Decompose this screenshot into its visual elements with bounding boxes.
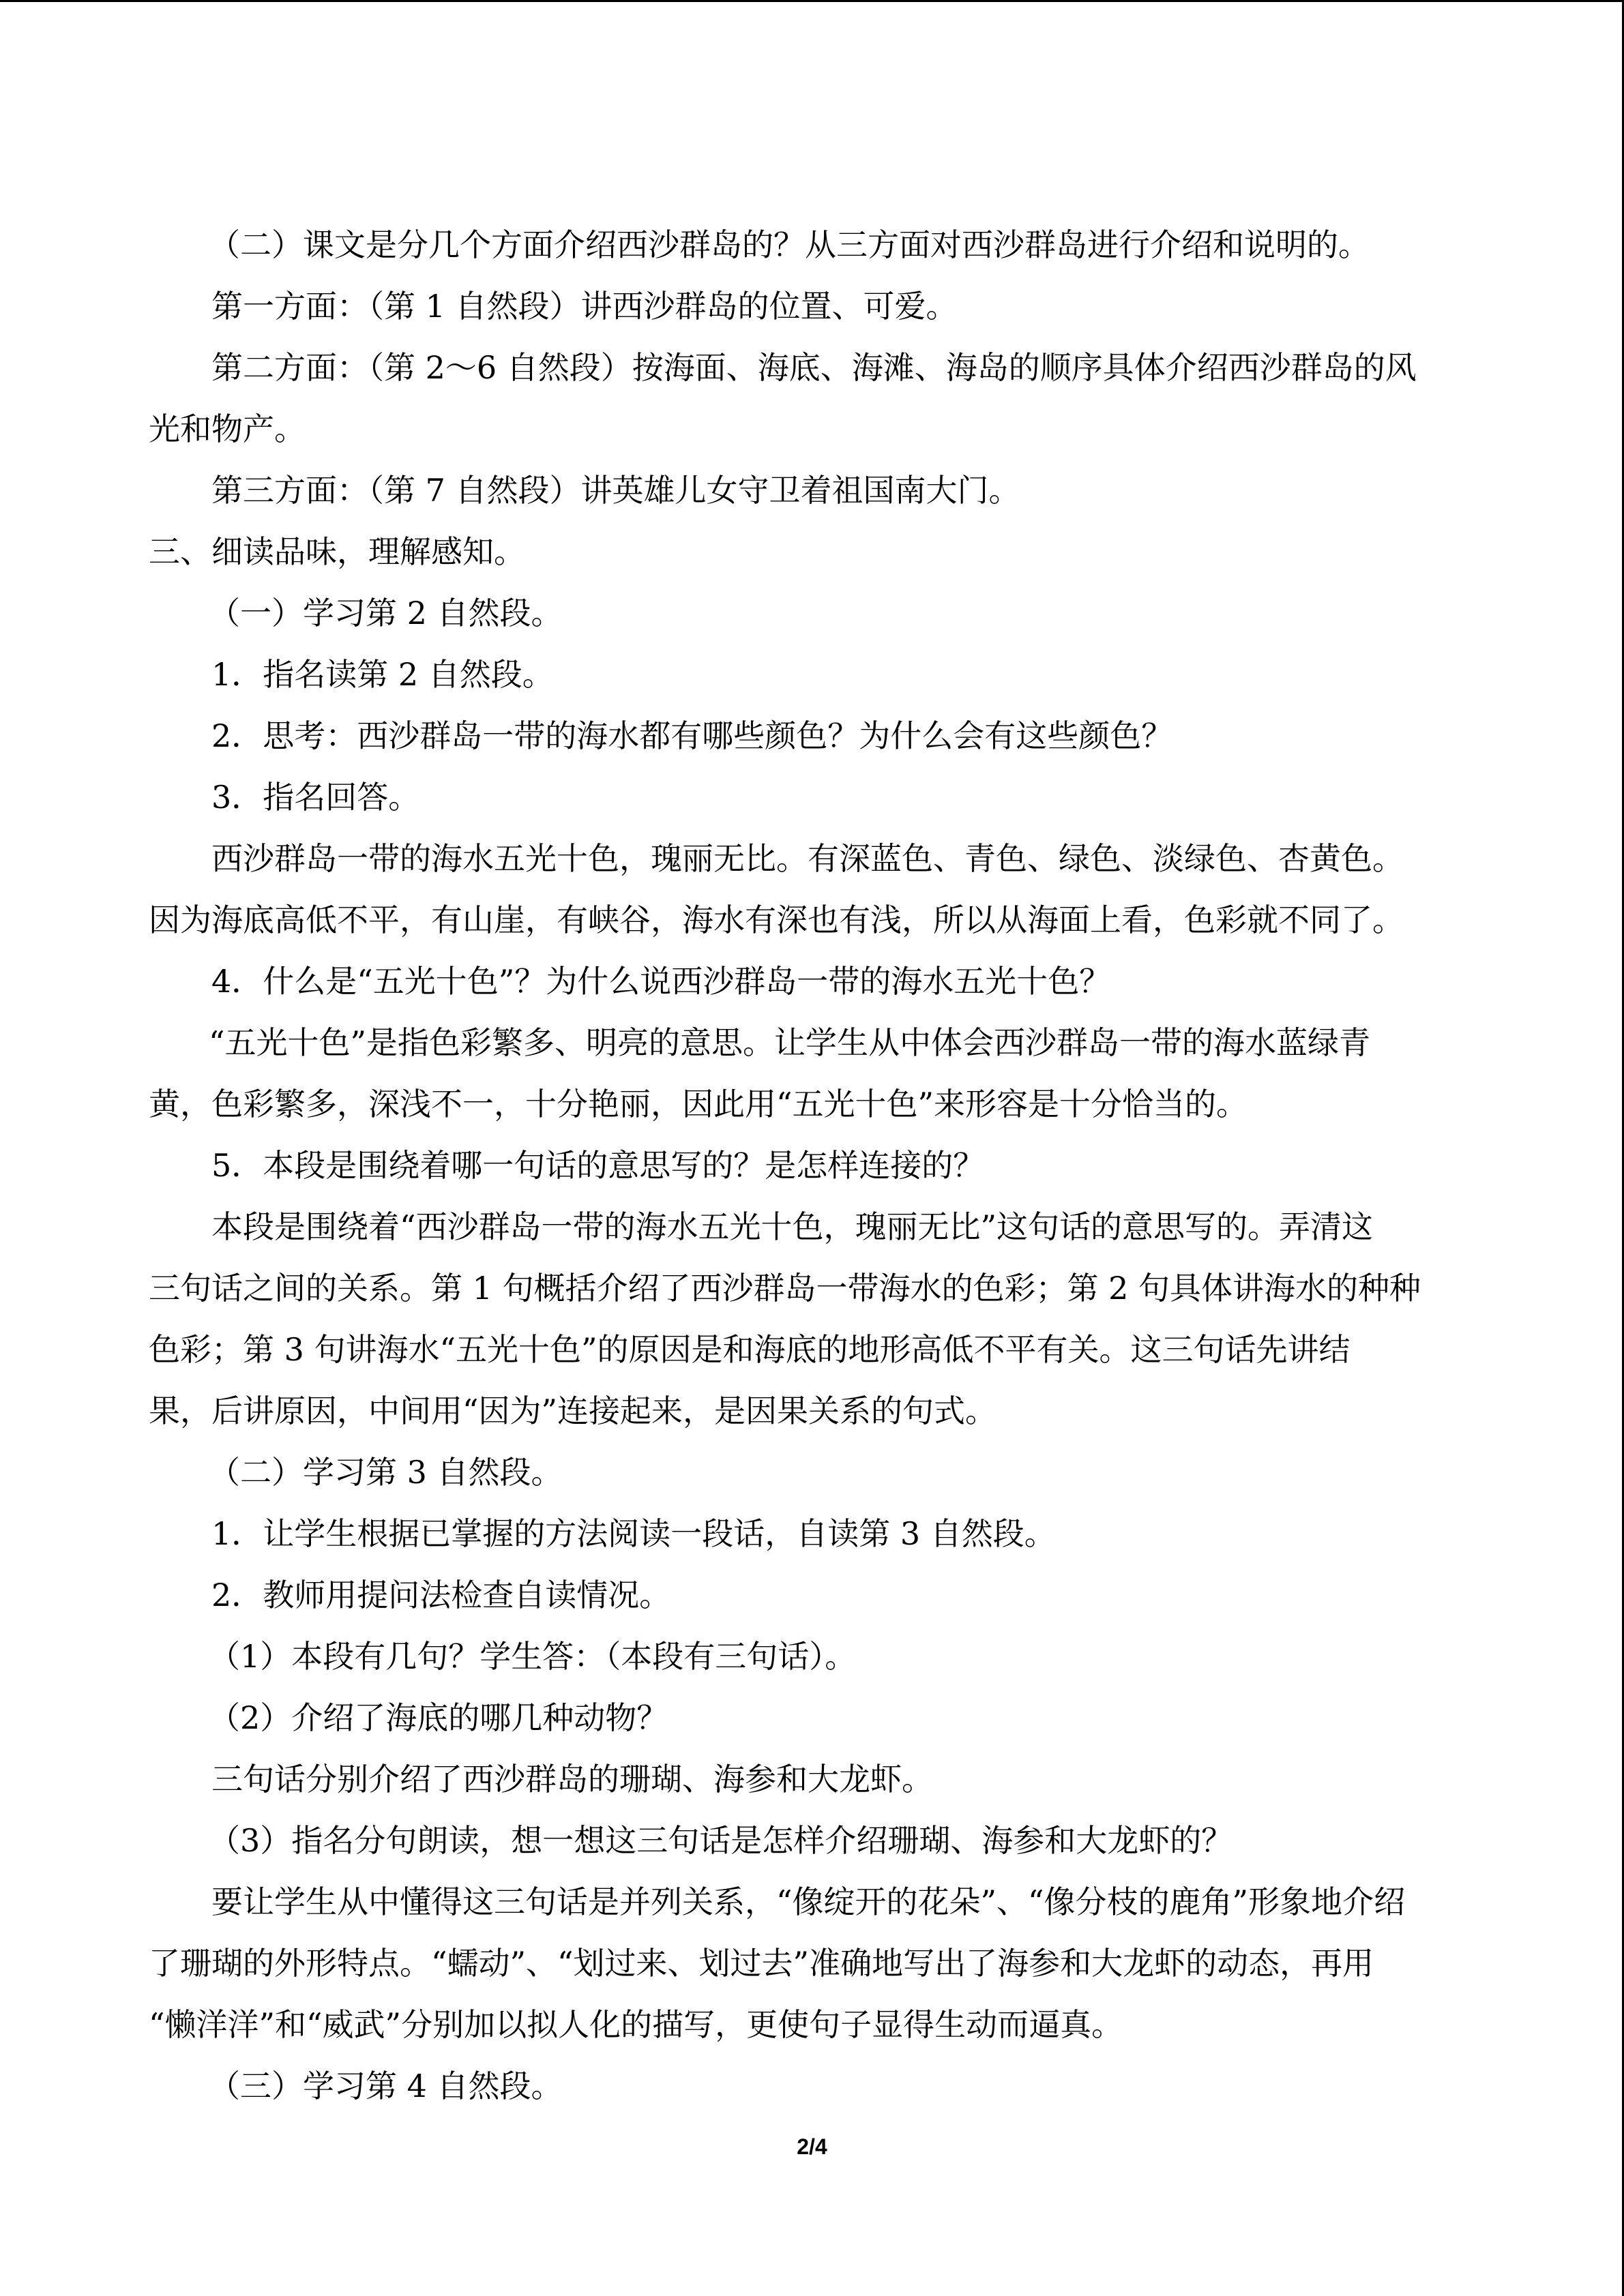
text-line: （二）学习第 3 自然段。: [209, 1454, 563, 1491]
text-line: 三句话分别介绍了西沙群岛的珊瑚、海参和大龙虾。: [211, 1761, 933, 1798]
text-line: 4．什么是“五光十色”？为什么说西沙群岛一带的海水五光十色？: [211, 963, 1111, 1000]
top-border-line: [0, 0, 1624, 2]
text-line: 2．思考：西沙群岛一带的海水都有哪些颜色？为什么会有这些颜色？: [211, 717, 1173, 754]
text-line: 要让学生从中懂得这三句话是并列关系，“像绽开的花朵”、“像分枝的鹿角”形象地介绍: [211, 1883, 1406, 1920]
text-line: 3．指名回答。: [211, 779, 420, 816]
text-line: 第三方面：（第 7 自然段）讲英雄儿女守卫着祖国南大门。: [211, 472, 1020, 509]
text-line: （二）课文是分几个方面介绍西沙群岛的？从三方面对西沙群岛进行介绍和说明的。: [209, 226, 1370, 263]
text-line: 色彩；第 3 句讲海水“五光十色”的原因是和海底的地形高低不平有关。这三句话先讲结: [149, 1331, 1350, 1368]
text-line: “五光十色”是指色彩繁多、明亮的意思。让学生从中体会西沙群岛一带的海水蓝绿青: [209, 1024, 1371, 1061]
text-line: 光和物产。: [149, 411, 306, 447]
page-number: 2/4: [797, 2134, 827, 2159]
text-line: （三）学习第 4 自然段。: [209, 2068, 563, 2104]
text-line: 第一方面：（第 1 自然段）讲西沙群岛的位置、可爱。: [211, 288, 958, 325]
text-line: 第二方面：（第 2～6 自然段）按海面、海底、海滩、海岛的顺序具体介绍西沙群岛的风: [211, 349, 1417, 386]
text-line: （3）指名分句朗读，想一想这三句话是怎样介绍珊瑚、海参和大龙虾的？: [209, 1822, 1233, 1859]
text-line: 西沙群岛一带的海水五光十色，瑰丽无比。有深蓝色、青色、绿色、淡绿色、杏黄色。: [211, 840, 1404, 877]
text-line: 三、细读品味，理解感知。: [149, 533, 525, 570]
text-line: 黄，色彩繁多，深浅不一，十分艳丽，因此用“五光十色”来形容是十分恰当的。: [149, 1086, 1248, 1122]
text-line: （一）学习第 2 自然段。: [209, 595, 563, 631]
text-line: （2）介绍了海底的哪几种动物？: [209, 1699, 668, 1736]
text-line: 5．本段是围绕着哪一句话的意思写的？是怎样连接的？: [211, 1147, 985, 1184]
text-line: 了珊瑚的外形特点。“蠕动”、“划过来、划过去”准确地写出了海参和大龙虾的动态，再用: [149, 1945, 1374, 1982]
text-line: 本段是围绕着“西沙群岛一带的海水五光十色，瑰丽无比”这句话的意思写的。弄清这: [211, 1208, 1374, 1245]
text-line: 1．指名读第 2 自然段。: [211, 656, 554, 693]
text-line: 2．教师用提问法检查自读情况。: [211, 1577, 671, 1613]
text-line: 三句话之间的关系。第 1 句概括介绍了西沙群岛一带海水的色彩；第 2 句具体讲海水的种种: [149, 1270, 1421, 1307]
text-line: 因为海底高低不平，有山崖，有峡谷，海水有深也有浅，所以从海面上看，色彩就不同了。: [149, 901, 1404, 938]
text-line: 果，后讲原因，中间用“因为”连接起来，是因果关系的句式。: [149, 1392, 997, 1429]
text-line: 1．让学生根据已掌握的方法阅读一段话，自读第 3 自然段。: [211, 1515, 1056, 1552]
text-line: （1）本段有几句？学生答：（本段有三句话）。: [209, 1638, 857, 1675]
text-line: “懒洋洋”和“威武”分别加以拟人化的描写，更使句子显得生动而逼真。: [149, 2006, 1123, 2043]
document-body: [149, 214, 1475, 2117]
